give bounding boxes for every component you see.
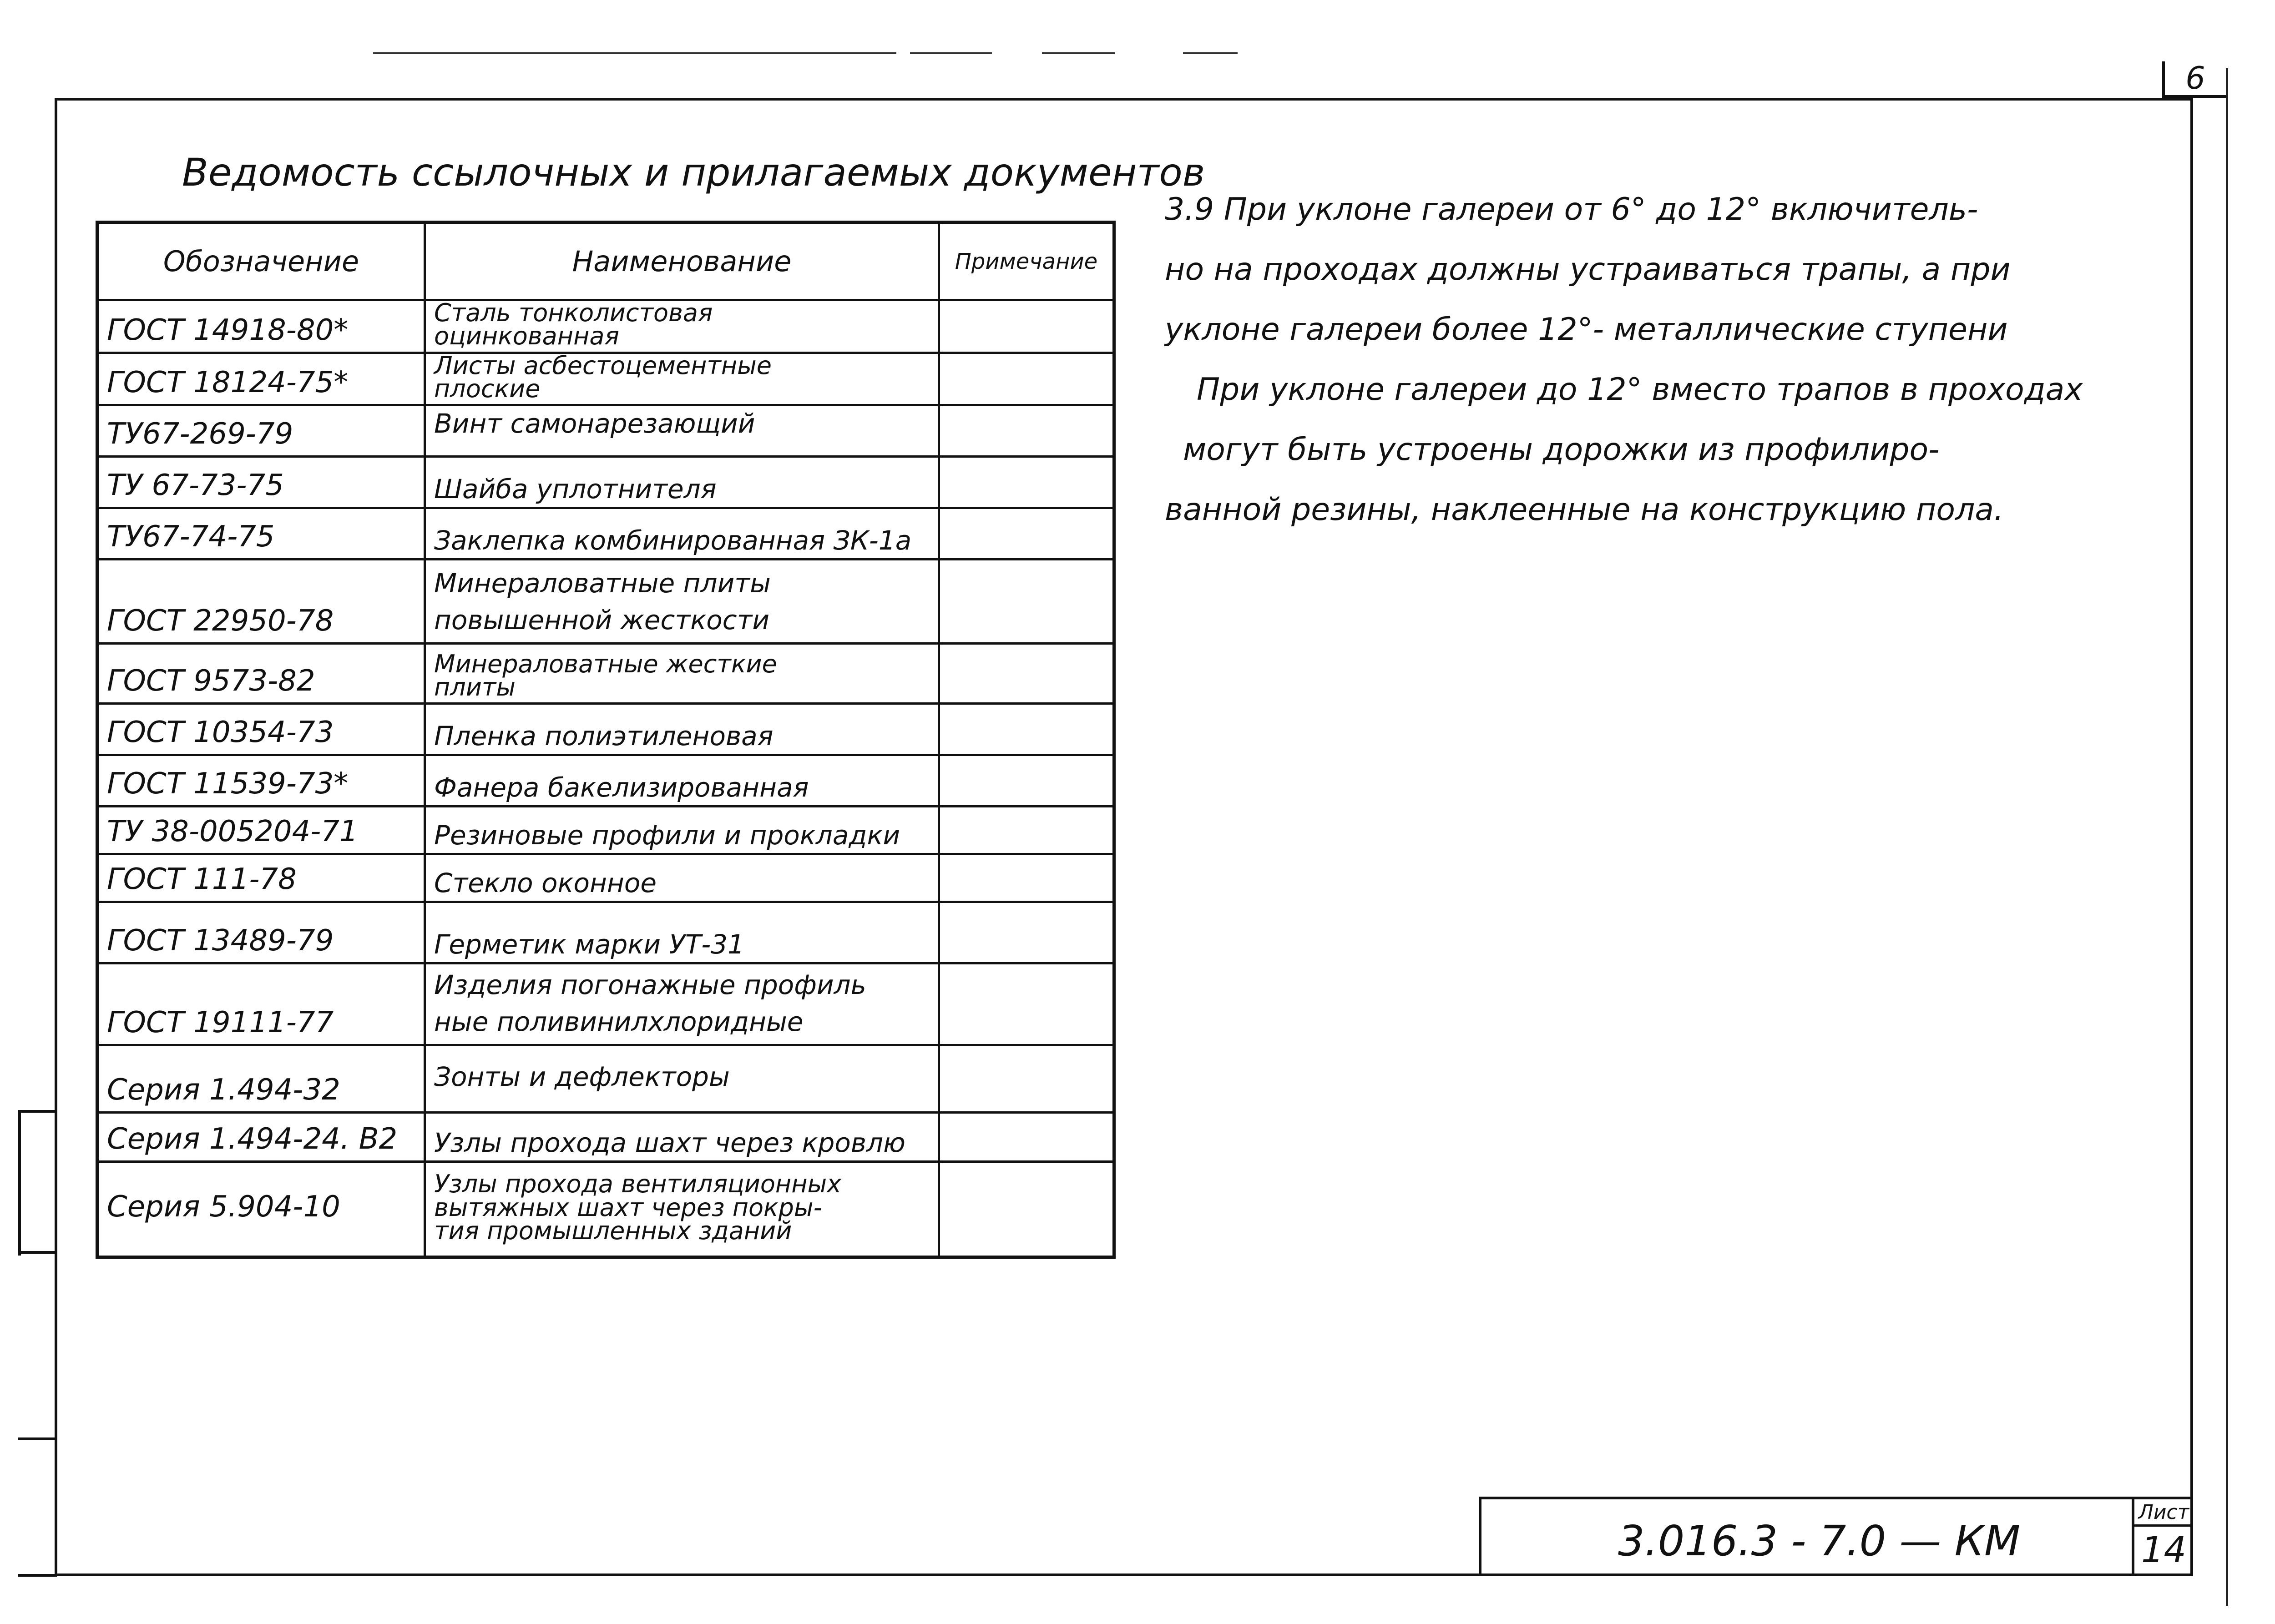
row-code: ГОСТ 18124-75* — [97, 353, 425, 405]
scan-line — [910, 52, 992, 54]
table-row — [97, 1113, 1114, 1162]
scan-line — [1183, 52, 1238, 54]
row-name: Пленка полиэтиленовая — [425, 704, 939, 755]
row-name: Зонты и дефлекторы — [425, 1045, 939, 1113]
margin-tick — [18, 1251, 57, 1254]
table-row — [97, 353, 1114, 405]
table-row — [97, 902, 1114, 963]
table-row — [97, 300, 1114, 353]
row-note — [939, 560, 1114, 644]
row-code: ТУ67-269-79 — [97, 405, 425, 457]
row-note — [939, 963, 1114, 1045]
row-note — [939, 807, 1114, 854]
scan-line — [373, 52, 896, 54]
row-code: ГОСТ 13489-79 — [97, 902, 425, 963]
note-line: уклоне галереи более 12°- металлические ступени — [1165, 312, 2008, 348]
table-title: Ведомость ссылочных и прилагаемых документов — [182, 150, 1205, 195]
table-row — [97, 807, 1114, 854]
row-code: Серия 5.904-10 — [97, 1162, 425, 1257]
row-note — [939, 405, 1114, 457]
row-code: ТУ 67-73-75 — [97, 457, 425, 508]
table-row — [97, 755, 1114, 807]
sheet-right-edge — [2226, 68, 2228, 1606]
row-name: Стекло оконное — [425, 854, 939, 902]
sheet-label: Лист — [2134, 1499, 2193, 1527]
sheet-cell — [2132, 1499, 2193, 1576]
margin-tick — [18, 1110, 21, 1256]
note-line: 3.9 При уклоне галереи от 6° до 12° включитель- — [1165, 192, 1978, 227]
row-name: Сталь тонколистовая оцинкованная — [425, 300, 939, 353]
row-code: ГОСТ 10354-73 — [97, 704, 425, 755]
row-note — [939, 704, 1114, 755]
row-code: ГОСТ 9573-82 — [97, 644, 425, 704]
sheet-number: 14 — [2141, 1530, 2187, 1571]
table-row — [97, 1045, 1114, 1113]
row-code: Серия 1.494-24. В2 — [97, 1113, 425, 1162]
document-code: 3.016.3 - 7.0 — КМ — [1618, 1517, 2021, 1565]
note-line: могут быть устроены дорожки из профилиро- — [1183, 432, 1940, 468]
corner-sheet-number-text: 6 — [2185, 60, 2205, 96]
reference-documents-table — [96, 221, 1116, 1259]
row-code: ТУ67-74-75 — [97, 508, 425, 560]
row-name: Шайба уплотнителя — [425, 457, 939, 508]
note-line: но на проходах должны устраиваться трапы, а при — [1165, 252, 2011, 287]
row-note — [939, 755, 1114, 807]
row-name: Минераловатные жесткие плиты — [425, 644, 939, 704]
row-code: ГОСТ 14918-80* — [97, 300, 425, 353]
row-name: Резиновые профили и прокладки — [425, 807, 939, 854]
row-name: Узлы прохода вентиляционных вытяжных шахт через покры- тия промышленных зданий — [425, 1162, 939, 1257]
margin-tick — [18, 1574, 57, 1577]
table-row — [97, 704, 1114, 755]
row-name: Минераловатные плиты повышенной жесткости — [425, 560, 939, 644]
corner-sheet-number — [2162, 61, 2226, 98]
table-row — [97, 560, 1114, 644]
row-name: Листы асбестоцементные плоские — [425, 353, 939, 405]
row-code: ГОСТ 11539-73* — [97, 755, 425, 807]
row-code: ГОСТ 22950-78 — [97, 560, 425, 644]
row-note — [939, 457, 1114, 508]
row-code: Серия 1.494-32 — [97, 1045, 425, 1113]
note-line: При уклоне галереи до 12° вместо трапов в проходах — [1197, 372, 2083, 408]
row-note — [939, 644, 1114, 704]
row-name: Узлы прохода шахт через кровлю — [425, 1113, 939, 1162]
table-row — [97, 963, 1114, 1045]
margin-tick — [18, 1437, 57, 1440]
row-name: Изделия погонажные профиль ные поливинилхлоридные — [425, 963, 939, 1045]
row-note — [939, 1162, 1114, 1257]
title-block — [1479, 1497, 2193, 1576]
table-header-row — [97, 222, 1114, 300]
table-row — [97, 457, 1114, 508]
notes-text — [1165, 180, 2207, 540]
row-code: ТУ 38-005204-71 — [97, 807, 425, 854]
scan-line — [1042, 52, 1115, 54]
header-name: Наименование — [425, 222, 939, 300]
row-name: Винт самонарезающий — [425, 405, 939, 457]
row-name: Герметик марки УТ-31 — [425, 902, 939, 963]
row-code: ГОСТ 19111-77 — [97, 963, 425, 1045]
margin-tick — [18, 1110, 57, 1113]
note-line: ванной резины, наклеенные на конструкцию пола. — [1165, 492, 2004, 528]
header-note: Примечание — [939, 222, 1114, 300]
table-row — [97, 644, 1114, 704]
row-note — [939, 1045, 1114, 1113]
row-name: Заклепка комбинированная ЗК-1а — [425, 508, 939, 560]
header-designation: Обозначение — [97, 222, 425, 300]
table-row — [97, 1162, 1114, 1257]
table-row — [97, 405, 1114, 457]
table-row — [97, 854, 1114, 902]
row-note — [939, 1113, 1114, 1162]
row-name: Фанера бакелизированная — [425, 755, 939, 807]
row-note — [939, 353, 1114, 405]
row-note — [939, 508, 1114, 560]
row-note — [939, 300, 1114, 353]
table-row — [97, 508, 1114, 560]
row-note — [939, 854, 1114, 902]
row-code: ГОСТ 111-78 — [97, 854, 425, 902]
row-note — [939, 902, 1114, 963]
